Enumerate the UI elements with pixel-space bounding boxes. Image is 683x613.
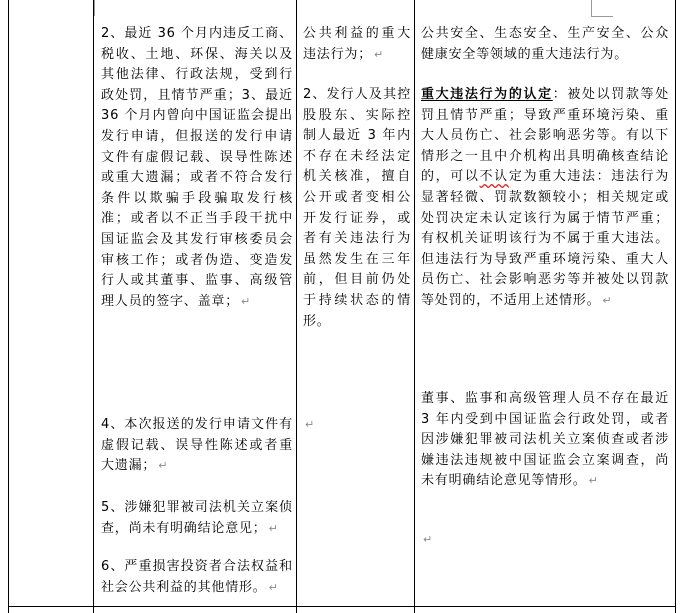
table-left-border: [8, 0, 9, 613]
paragraph-text: 6、严重损害投资者合法权益和社会公共利益的其他情形。: [101, 559, 293, 595]
table-right-border: [675, 0, 676, 613]
column-divider-2: [296, 0, 297, 613]
cell-paragraph-3: [421, 389, 669, 492]
paragraph-text: 董事、监事和高级管理人员不存在最近 3 年内受到中国证监会行政处罚，或者因涉嫌犯罪被司法机关立案侦查或者涉嫌违法违规被中国证监会立案调查，尚未有明确结论意见等情形。: [421, 391, 669, 489]
cell-paragraph-3: [101, 498, 293, 539]
paragraph-mark-icon: ↵: [602, 293, 612, 307]
paragraph-mark-icon: ↵: [268, 580, 278, 594]
page-corner-mark-right-h: [591, 16, 613, 17]
cell-paragraph-2: [421, 85, 669, 312]
paragraph-text: 5、涉嫌犯罪被司法机关立案侦查，尚未有明确结论意见；: [101, 500, 293, 536]
paragraph-text: 2、最近 36 个月内违反工商、税收、土地、环保、海关以及其他法律、行政法规，受到行政处罚，且情节严重；3、最近 36 个月内曾向中国证监会提出发行申请，但报送的发行申请文件有虚假记载、误导性陈述或重大遗漏；或者不符合发行条件以欺骗手段骗取发行核准；或者以不正当手段干扰中国证监会及其发行审核委员会审核工作；或者伪造、变造发行人或其董事、监事、高级管理人员的签字、盖章；: [101, 26, 293, 309]
cell-paragraph-2: [303, 85, 411, 332]
paragraph-text: ：被处以罚款等处罚且情节严重；导致严重环境污染、重大人员伤亡、社会影响恶劣等。有以下情形之一且中介机构出具明确核查结论的，可以: [421, 87, 669, 185]
paragraph-text: 2、发行人及其控股股东、实际控制人最近 3 年内不存在未经法定机关核准，擅自公开或者变相公开发行证券，或者有关违法行为虽然发生在三年前，但目前仍处于持续状态的情形。: [303, 87, 411, 329]
cell-paragraph-1: [101, 24, 293, 312]
cell-paragraph-1: [303, 24, 411, 65]
bold-heading: 重大违法行为的认定: [421, 87, 553, 102]
paragraph-mark-icon: ↵: [268, 521, 278, 535]
page-corner-mark-left: [94, 0, 95, 16]
column-divider-3: [414, 0, 415, 613]
column-divider-1: [93, 0, 94, 613]
table-bottom-border: [8, 606, 676, 607]
paragraph-mark-icon: ↵: [241, 294, 251, 308]
cell-paragraph-1: [421, 24, 669, 65]
paragraph-mark-icon: ↵: [158, 459, 168, 473]
paragraph-text: 公共利益的重大违法行为；: [303, 26, 411, 62]
spell-check-mark: 不认: [479, 169, 509, 185]
paragraph-text: 4、本次报送的发行申请文件有虚假记载、误导性陈述或者重大遗漏；: [101, 417, 293, 474]
page-corner-mark-right: [591, 0, 592, 16]
cell-empty-paragraph: [421, 530, 669, 551]
cell-paragraph-2: [101, 415, 293, 477]
paragraph-mark-icon: ↵: [305, 418, 315, 431]
cell-paragraph-4: [101, 557, 293, 598]
paragraph-mark-icon: ↵: [423, 533, 433, 546]
paragraph-mark-icon: ↵: [374, 47, 384, 61]
cell-empty-paragraph: [303, 415, 411, 436]
paragraph-mark-icon: ↵: [588, 474, 598, 488]
paragraph-text: 定为重大违法：违法行为显著轻微、罚款数额较小；相关规定或处罚决定未认定该行为属于情节严重；有权机关证明该行为不属于重大违法。但违法行为导致严重环境污染、重大人员伤亡、社会影响恶劣等并被处以罚款等处罚的，不适用上述情形。: [421, 169, 669, 308]
paragraph-text: 公共安全、生态安全、生产安全、公众健康安全等领域的重大违法行为。: [421, 26, 669, 62]
